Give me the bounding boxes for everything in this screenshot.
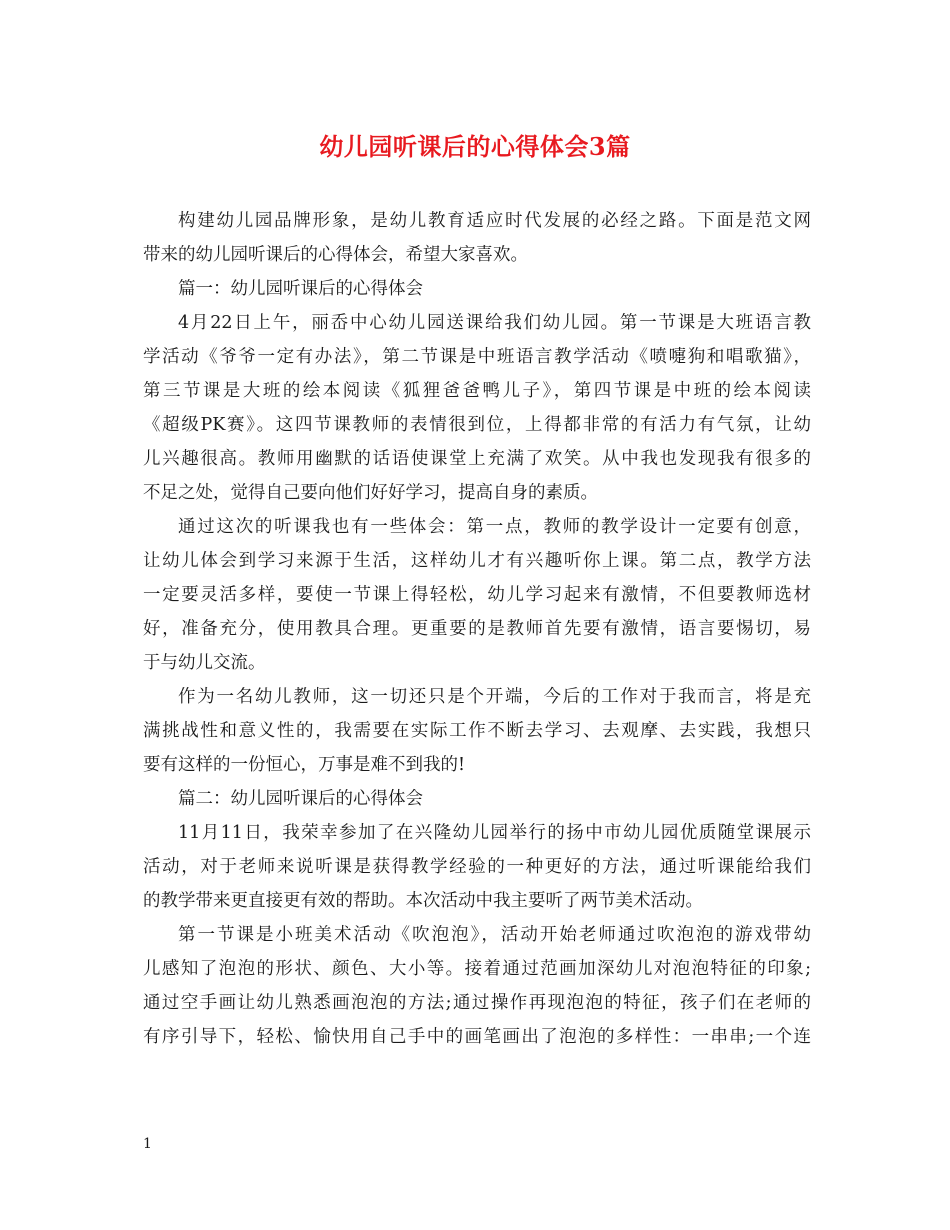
body-line: 有序引导下，轻松、愉快用自己手中的画笔画出了泡泡的多样性：一串串;一个连 [143,1027,811,1047]
body-line: 第一节课是小班美术活动《吹泡泡》，活动开始老师通过吹泡泡的游戏带幼 [178,925,811,945]
body-line: 的教学带来更直接更有效的帮助。本次活动中我主要听了两节美术活动。 [143,891,703,911]
body-line: 《超级PK赛》。这四节课教师的表情很到位，上得都非常的有活力有气氛，让幼 [143,415,811,435]
body-line: 儿兴趣很高。教师用幽默的话语使课堂上充满了欢笑。从中我也发现我有很多的 [143,449,811,469]
body-line: 4月22日上午，丽岙中心幼儿园送课给我们幼儿园。第一节课是大班语言教 [178,313,811,333]
body-line: 带来的幼儿园听课后的心得体会，希望大家喜欢。 [143,245,528,265]
body-line: 通过这次的听课我也有一些体会：第一点，教师的教学设计一定要有创意， [178,517,811,537]
body-line: 作为一名幼儿教师，这一切还只是个开端，今后的工作对于我而言，将是充 [178,687,811,707]
page-number: 1 [143,1136,152,1152]
body-line: 让幼儿体会到学习来源于生活，这样幼儿才有兴趣听你上课。第二点，教学方法 [143,551,811,571]
body-line: 一定要灵活多样，要使一节课上得轻松，幼儿学习起来有激情，不但要教师选材 [143,585,811,605]
body-line: 好，准备充分，使用教具合理。更重要的是教师首先要有激情，语言要惕切，易 [143,619,811,639]
document-body [143,204,811,1054]
body-line: 满挑战性和意义性的，我需要在实际工作不断去学习、去观摩、去实践，我想只 [143,721,811,741]
body-line: 不足之处，觉得自己要向他们好好学习，提高自身的素质。 [143,483,598,503]
body-line: 第三节课是大班的绘本阅读《狐狸爸爸鸭儿子》，第四节课是中班的绘本阅读 [143,381,811,401]
body-line: 构建幼儿园品牌形象，是幼儿教育适应时代发展的必经之路。下面是范文网 [178,211,811,231]
body-line: 要有这样的一份恒心，万事是难不到我的! [143,755,466,775]
document-title: 幼儿园听课后的心得体会3篇 [319,132,631,161]
section-heading: 篇二：幼儿园听课后的心得体会 [178,789,423,809]
body-line: 儿感知了泡泡的形状、颜色、大小等。接着通过范画加深幼儿对泡泡特征的印象; [143,959,811,979]
body-line: 于与幼儿交流。 [143,653,266,673]
section-heading: 篇一：幼儿园听课后的心得体会 [178,279,423,299]
body-line: 学活动《爷爷一定有办法》，第二节课是中班语言教学活动《喷嚏狗和唱歌猫》， [143,347,811,367]
body-line: 11月11日，我荣幸参加了在兴隆幼儿园举行的扬中市幼儿园优质随堂课展示 [178,823,811,843]
body-line: 活动，对于老师来说听课是获得教学经验的一种更好的方法，通过听课能给我们 [143,857,811,877]
body-line: 通过空手画让幼儿熟悉画泡泡的方法;通过操作再现泡泡的特征，孩子们在老师的 [143,993,811,1013]
